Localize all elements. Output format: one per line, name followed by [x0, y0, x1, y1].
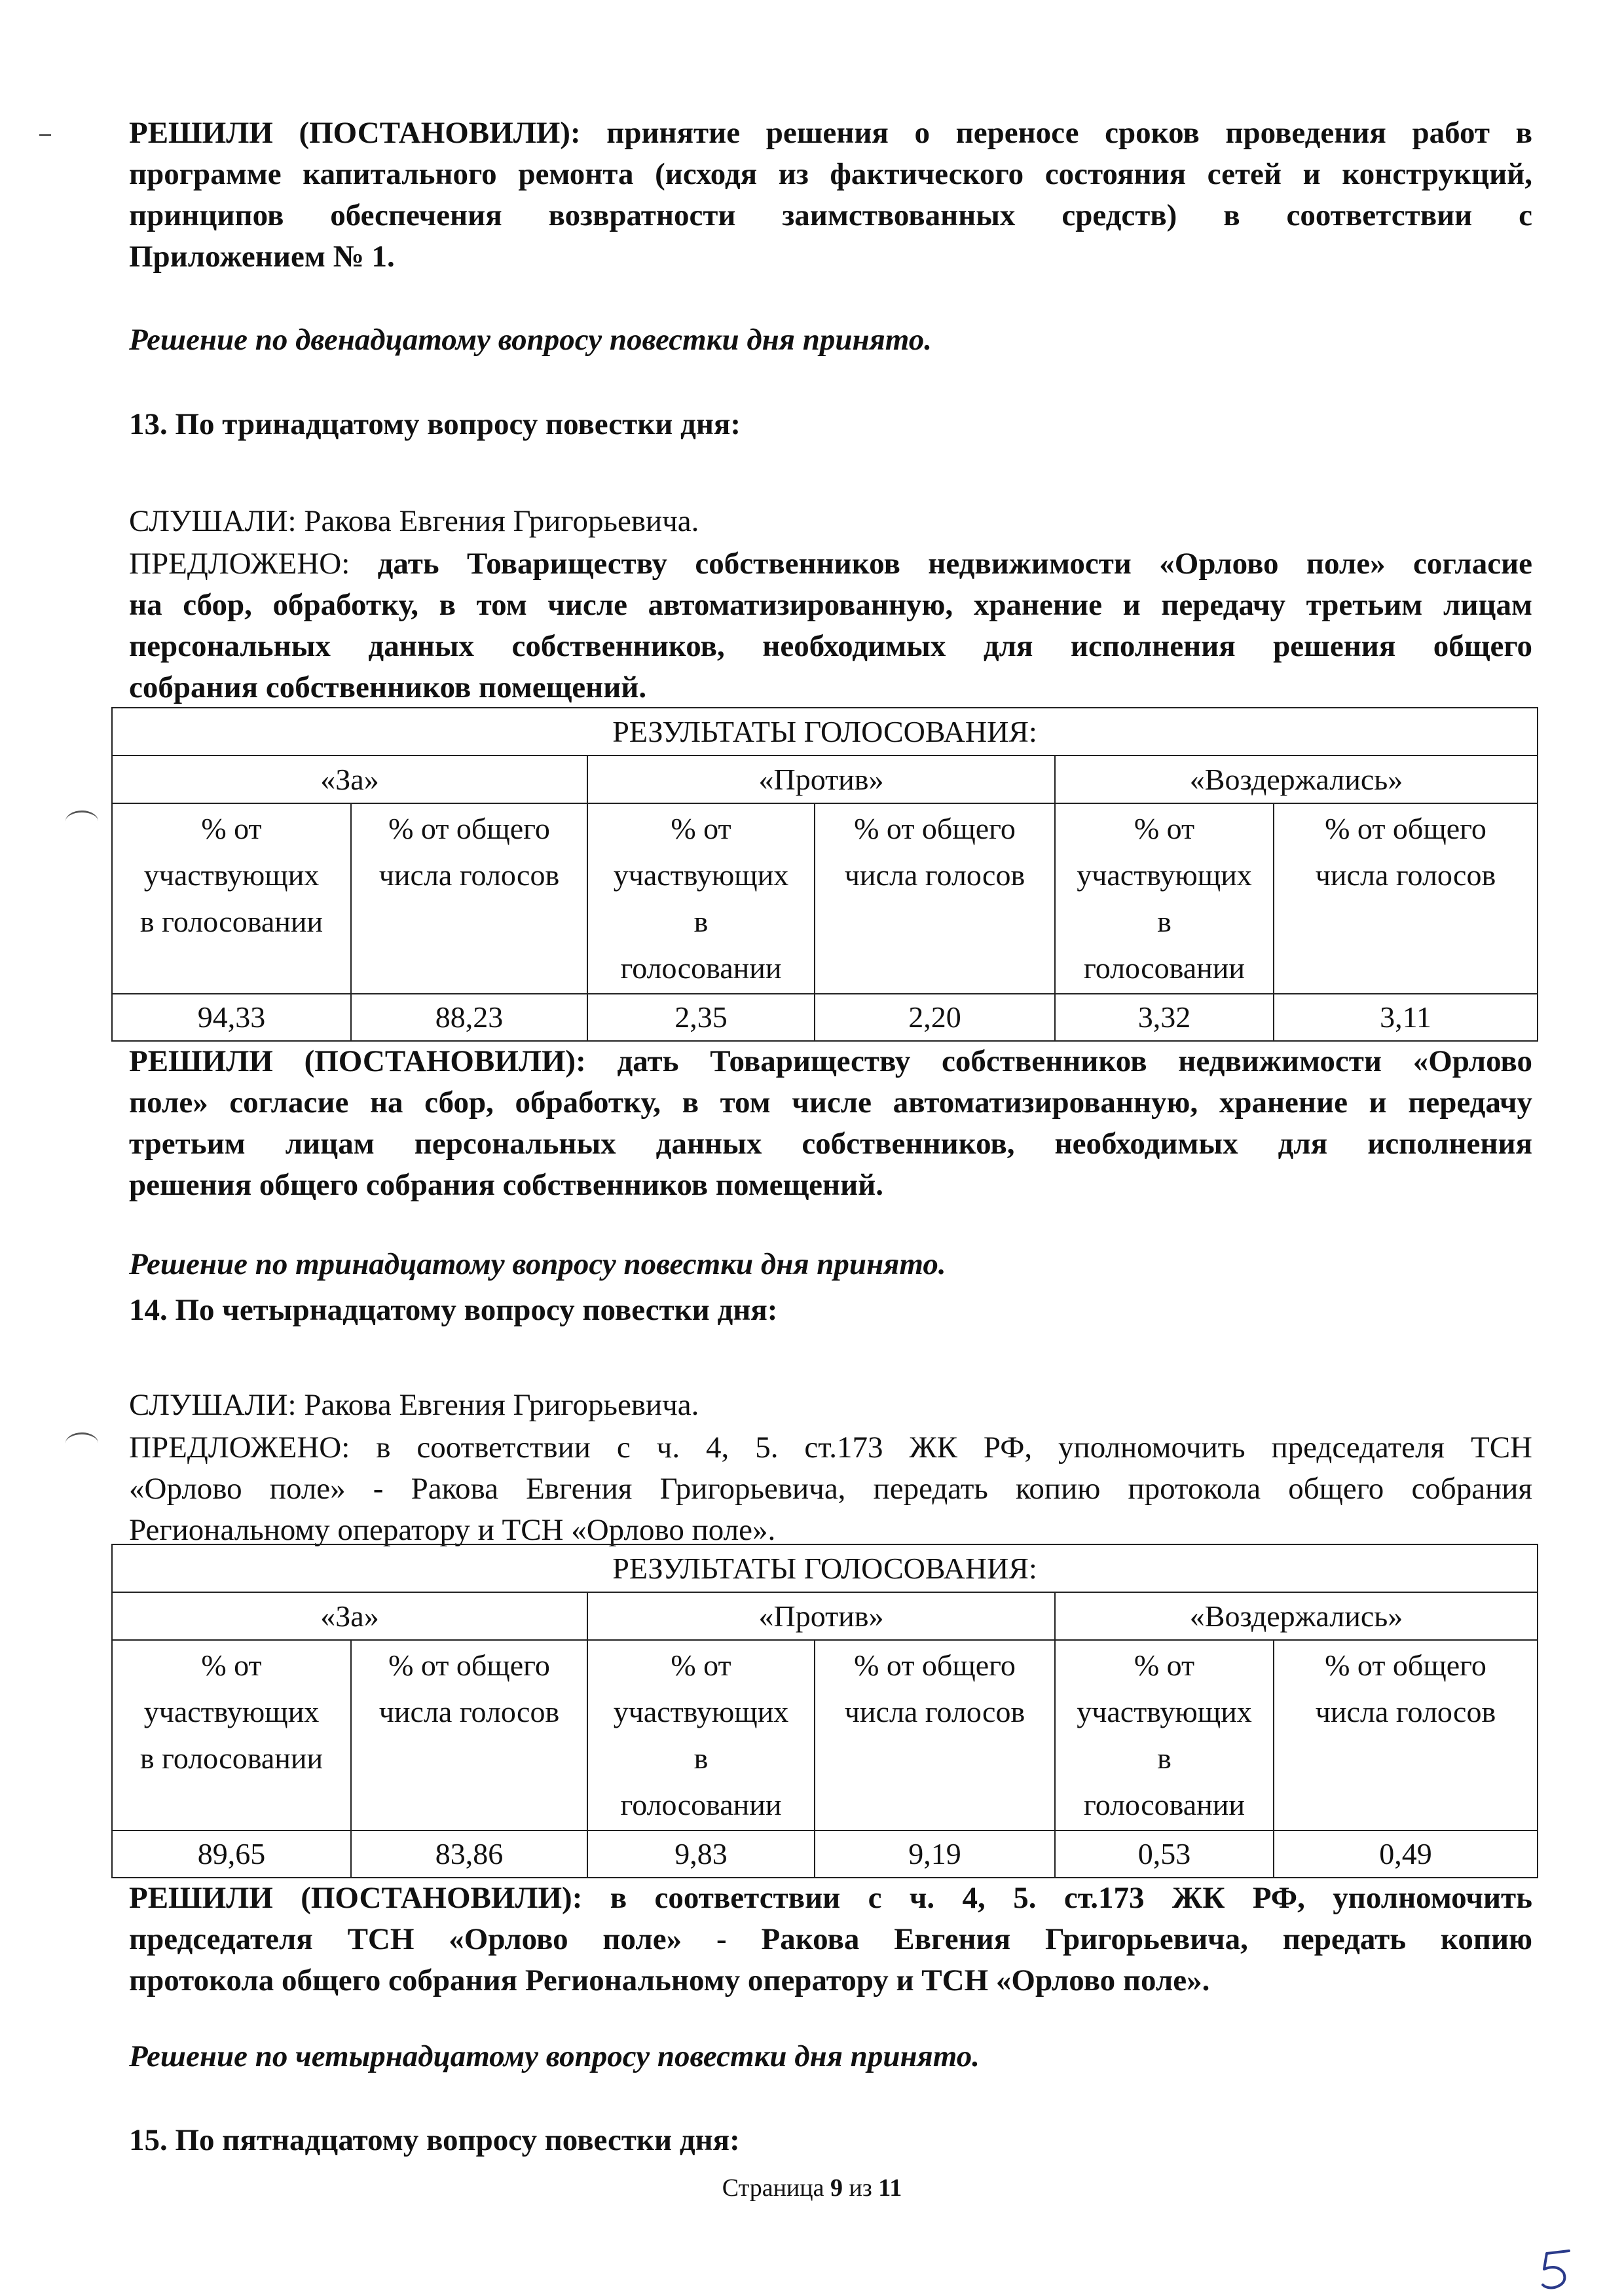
voting-table-13	[111, 707, 1538, 1042]
table-title: РЕЗУЛЬТАТЫ ГОЛОСОВАНИЯ:	[112, 708, 1538, 756]
group-for: «За»	[112, 1592, 587, 1640]
value-cell: 0,49	[1274, 1831, 1538, 1878]
group-against: «Против»	[587, 1592, 1055, 1640]
value-cell: 94,33	[112, 994, 351, 1041]
value-cell: 0,53	[1055, 1831, 1274, 1878]
header-total: % от общего числа голосов	[815, 1640, 1055, 1831]
value-cell: 83,86	[351, 1831, 587, 1878]
value-cell: 89,65	[112, 1831, 351, 1878]
accepted-13: Решение по тринадцатому вопросу повестки дня принято.	[129, 1247, 946, 1281]
group-abstained: «Воздержались»	[1055, 1592, 1538, 1640]
header-participants: % от участвующих в голосовании	[112, 803, 351, 994]
page-total: 11	[878, 2174, 902, 2202]
header-participants: % от участвующих в голосовании	[112, 1640, 351, 1831]
value-cell: 2,35	[587, 994, 815, 1041]
page-footer: Страница 9 из 11	[722, 2174, 902, 2202]
page-number: 9	[830, 2174, 843, 2202]
decision-12-lead: РЕШИЛИ (ПОСТАНОВИЛИ):	[129, 116, 581, 150]
decision-14: РЕШИЛИ (ПОСТАНОВИЛИ): в соответствии с ч. 4, 5. ст.173 ЖК РФ, уполномочить председателя ТСН «Орлово поле» - Ракова Евгения Григорьевича, передать копию протокола общего собрания Региональному оператору и ТСН «Орлово поле».	[129, 1881, 1532, 1997]
heading-14: 14. По четырнадцатому вопросу повестки дня:	[129, 1293, 778, 1327]
scan-mark	[39, 134, 51, 136]
group-against: «Против»	[587, 756, 1055, 803]
decision-13-lead: РЕШИЛИ (ПОСТАНОВИЛИ):	[129, 1044, 586, 1078]
header-total: % от общего числа голосов	[351, 1640, 587, 1831]
table-title: РЕЗУЛЬТАТЫ ГОЛОСОВАНИЯ:	[112, 1544, 1538, 1592]
decision-13: РЕШИЛИ (ПОСТАНОВИЛИ): дать Товариществу собственников недвижимости «Орлово поле» согласие на сбор, обработку, в том числе автоматизированную, хранение и передачу третьим лицам персональных данных собственников, необходимых для исполнения решения общего собрания собственников помещений.	[129, 1044, 1532, 1202]
header-total: % от общего числа голосов	[815, 803, 1055, 994]
proposed-14: ПРЕДЛОЖЕНО: в соответствии с ч. 4, 5. ст.173 ЖК РФ, уполномочить председателя ТСН «Орлово поле» - Ракова Евгения Григорьевича, передать копию протокола общего собрания Региональному оператору и ТСН «Орлово поле».	[129, 1430, 1532, 1547]
heading-15: 15. По пятнадцатому вопросу повестки дня:	[129, 2123, 740, 2157]
decision-14-lead: РЕШИЛИ (ПОСТАНОВИЛИ):	[129, 1881, 583, 1915]
proposed-14-lead: ПРЕДЛОЖЕНО:	[129, 1430, 350, 1465]
value-cell: 2,20	[815, 994, 1055, 1041]
margin-mark	[65, 811, 98, 832]
header-participants: % от участвующих в голосовании	[1055, 803, 1274, 994]
group-abstained: «Воздержались»	[1055, 756, 1538, 803]
voting-table-14	[111, 1544, 1538, 1878]
header-participants: % от участвующих в голосовании	[1055, 1640, 1274, 1831]
header-total: % от общего числа голосов	[1274, 1640, 1538, 1831]
heard-13: СЛУШАЛИ: Ракова Евгения Григорьевича.	[129, 504, 699, 538]
decision-12: РЕШИЛИ (ПОСТАНОВИЛИ): принятие решения о переносе сроков проведения работ в программе капитального ремонта (исходя из фактического состояния сетей и конструкций, принципов обеспечения возвратности заимствованных средств) в соответствии с Приложением № 1.	[129, 116, 1532, 274]
group-for: «За»	[112, 756, 587, 803]
accepted-12: Решение по двенадцатому вопросу повестки дня принято.	[129, 323, 932, 357]
header-total: % от общего числа голосов	[1274, 803, 1538, 994]
header-participants: % от участвующих в голосовании	[587, 1640, 815, 1831]
margin-mark	[65, 1432, 98, 1454]
value-cell: 88,23	[351, 994, 587, 1041]
value-cell: 3,32	[1055, 994, 1274, 1041]
value-cell: 9,19	[815, 1831, 1055, 1878]
value-cell: 3,11	[1274, 994, 1538, 1041]
heading-13: 13. По тринадцатому вопросу повестки дня:	[129, 407, 741, 441]
accepted-14: Решение по четырнадцатому вопросу повестки дня принято.	[129, 2039, 980, 2073]
header-total: % от общего числа голосов	[351, 803, 587, 994]
heard-14: СЛУШАЛИ: Ракова Евгения Григорьевича.	[129, 1388, 699, 1422]
header-participants: % от участвующих в голосовании	[587, 803, 815, 994]
proposed-13-lead: ПРЕДЛОЖЕНО:	[129, 547, 350, 581]
value-cell: 9,83	[587, 1831, 815, 1878]
proposed-13: ПРЕДЛОЖЕНО: дать Товариществу собственников недвижимости «Орлово поле» согласие на сбор, обработку, в том числе автоматизированную, хранение и передачу третьим лицам персональных данных собственников, необходимых для исполнения решения общего собрания собственников помещений.	[129, 547, 1532, 704]
handwritten-page-mark	[1538, 2247, 1577, 2293]
